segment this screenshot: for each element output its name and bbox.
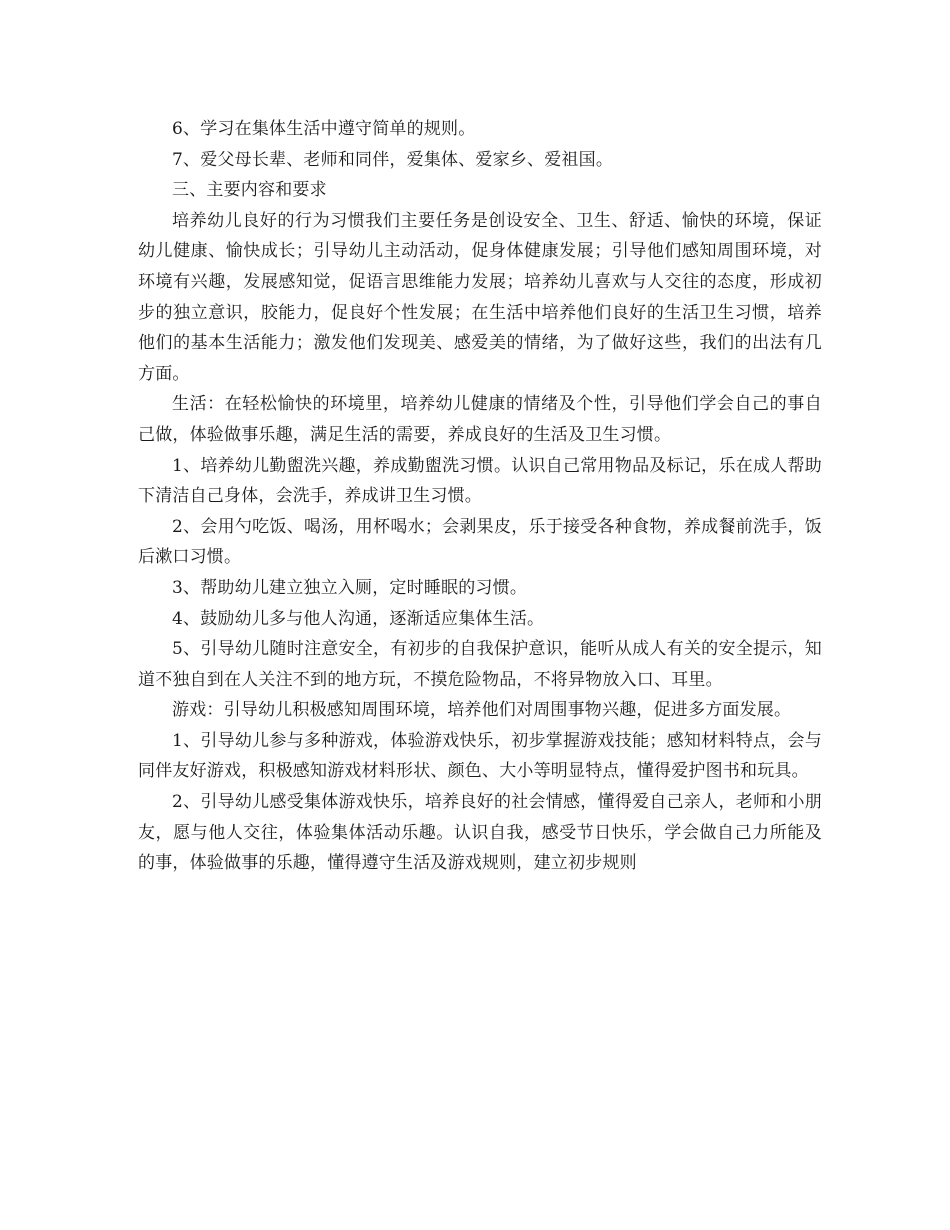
- paragraph-life-intro: 生活：在轻松愉快的环境里，培养幼儿健康的情绪及个性，引导他们学会自己的事自己做，体验做事乐趣，满足生活的需要，养成良好的生活及卫生习惯。: [138, 394, 822, 445]
- paragraph-habits-overview: 培养幼儿良好的行为习惯我们主要任务是创设安全、卫生、舒适、愉快的环境，保证幼儿健康、愉快成长；引导幼儿主动活动，促身体健康发展；引导他们感知周围环境，对环境有兴趣，发展感知觉，促语言思维能力发展；培养幼儿喜欢与人交往的态度，形成初步的独立意识，胶能力，促良好个性发展；在生活中培养他们良好的生活卫生习惯，培养他们的基本生活能力；激发他们发现美、感爱美的情绪，为了做好这些，我们的出法有几方面。: [138, 210, 822, 384]
- paragraph-rule-7: 7、爱父母长辈、老师和同伴，爱集体、爱家乡、爱祖国。: [172, 149, 614, 170]
- paragraph-game-intro: 游戏：引导幼儿积极感知周围环境，培养他们对周围事物兴趣，促进多方面发展。: [172, 700, 792, 721]
- paragraph-rule-6: 6、学习在集体生活中遵守简单的规则。: [172, 119, 476, 139]
- paragraph-life-item-3: 3、帮助幼儿建立独立入厕，定时睡眠的习惯。: [172, 577, 528, 598]
- paragraph-game-item-1: 1、引导幼儿参与多种游戏，体验游戏快乐，初步掌握游戏技能；感知材料特点，会与同伴友好游戏，积极感知游戏材料形状、颜色、大小等明显特点，懂得爱护图书和玩具。: [138, 730, 822, 782]
- paragraph-life-item-1: 1、培养幼儿勤盥洗兴趣，养成勤盥洗习惯。认识自己常用物品及标记，乐在成人帮助下清洁自己身体，会洗手，养成讲卫生习惯。: [138, 455, 822, 507]
- document-body: [138, 114, 822, 879]
- paragraph-game-item-2: 2、引导幼儿感受集体游戏快乐，培养良好的社会情感，懂得爱自己亲人，老师和小朋友，愿与他人交往，体验集体活动乐趣。认识自我，感受节日快乐，学会做自己力所能及的事，体验做事的乐趣，懂得遵守生活及游戏规则，建立初步规则: [138, 792, 822, 874]
- paragraph-life-item-5: 5、引导幼儿随时注意安全，有初步的自我保护意识，能听从成人有关的安全提示，知道不独自到在人关注不到的地方玩，不摸危险物品，不将异物放入口、耳里。: [138, 639, 822, 690]
- paragraph-life-item-4: 4、鼓励幼儿多与他人沟通，逐渐适应集体生活。: [172, 608, 545, 629]
- paragraph-life-item-2: 2、会用勺吃饭、喝汤，用杯喝水；会剥果皮，乐于接受各种食物，养成餐前洗手，饭后漱口习惯。: [138, 516, 822, 568]
- section-heading-main-content: 三、主要内容和要求: [172, 180, 327, 201]
